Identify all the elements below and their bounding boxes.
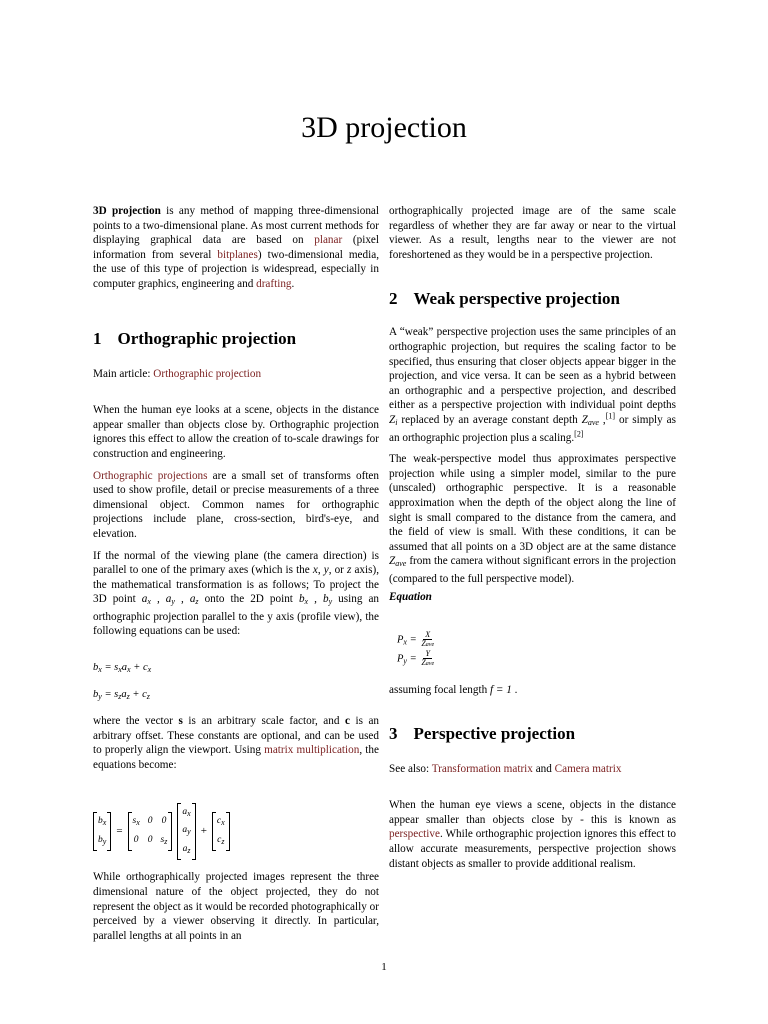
main-article-note: Main article: Orthographic projection <box>93 367 262 380</box>
section-2-heading: 2 Weak perspective projection <box>389 289 620 309</box>
continuation-paragraph: orthographically projected image are of the same scale regardless of whether they are far away or near to the virtual viewer. As a result, lengths near to the viewer are not foreshortened as they would be in a perspective projection. <box>389 205 676 261</box>
camera-matrix-link[interactable]: Camera matrix <box>554 762 622 775</box>
section-3-paragraph-1: When the human eye views a scene, objects in the distance appear smaller than objects close by - this is known as perspective. While orthographic projection ignores this effect to allow accurate measurements, perspective projection shows distant objects as smaller to provide additional realism. <box>389 799 676 870</box>
section-2-paragraph-1: A “weak” perspective projection uses the same principles of an orthographic projection, but requires the scaling factor to be specified, thus ensuring that closer objects appear bigger in the projection, and vice versa. It can be seen as a hybrid between an orthographic and a perspective projection, and described either as a perspective projection with individual point depths $Z_i$ replaced by an average constant depth $Z_{ave}$ ,[1] or simply as an orthographic projection plus a scaling.[2] <box>389 326 676 444</box>
right-column <box>389 204 676 878</box>
page-number: 1 <box>381 961 387 973</box>
left-column <box>93 204 379 950</box>
equation-px: $P_x$ = $\frac{X}{\text{Zave}}$ <box>397 630 435 649</box>
intro-term: 3D projection <box>93 205 161 217</box>
orthographic-projections-link[interactable]: Orthographic projections <box>93 469 208 482</box>
section-1-paragraph-4: where the vector s is an arbitrary scale factor, and c is an arbitrary offset. These constants are optional, and can be used to properly align the viewport. Using matrix multiplication, the equations become: <box>93 715 380 772</box>
planar-link[interactable]: planar <box>314 234 343 247</box>
drafting-link[interactable]: drafting <box>256 277 292 290</box>
section-1-heading: 1 Orthographic projection <box>93 328 297 348</box>
transformation-matrix-link[interactable]: Transformation matrix <box>431 762 533 775</box>
section-1-paragraph-3: If the normal of the viewing plane (the camera direction) is parallel to one of the primary axes (which is the x, y, or z axis), the mathematical transformation is as follows; To project the 3D point $a_x$ , $a_y$ , $a_z$ onto the 2D point $b_x$ , $b_y$ using an orthographic projection parallel to the y axis (profile view), the following equations can be used: <box>93 549 380 638</box>
equation-by: $b_y = s_za_z + c_z$ <box>93 688 150 701</box>
section-1-paragraph-1: When the human eye looks at a scene, objects in the distance appear smaller than objects close by. Orthographic projection ignores this effect to allow the creation of to-scale drawings for construction and engineering. <box>93 404 379 460</box>
focal-length-note: assuming focal length f = 1 . <box>389 684 518 697</box>
section-2-paragraph-2: The weak-perspective model thus approximates perspective projection while using a simpler model, similar to the pure (unscaled) orthographic perspective. It is a reasonable approximation when the depth of the object along the line of sight is small compared to the distance from the camera, and the field of view is small. With these conditions, it can be assumed that all points on a 3D object are at the same distance $Z_{ave}$ from the camera without significant errors in the projection (compared to the full perspective model). <box>389 453 676 585</box>
matrix-multiplication-link[interactable]: matrix multiplication <box>264 744 360 757</box>
equation-label: Equation <box>389 591 432 604</box>
equation-py: $P_y$ = $\frac{Y}{\text{Zave}}$ <box>397 649 435 668</box>
section-3-heading: 3 Perspective projection <box>389 723 576 743</box>
reference-2-link[interactable]: [2] <box>574 428 584 438</box>
orthographic-projection-link[interactable]: Orthographic projection <box>153 367 262 380</box>
section-1-paragraph-2: Orthographic projections are a small set of transforms often used to show profile, detail or precise measurements of a three dimensional object. Common names for orthographic projections include plane, cross-section, bird's-eye, and elevation. <box>93 469 379 540</box>
intro-paragraph: 3D projection is any method of mapping three-dimensional points to a two-dimensional plane. As most current methods for displaying graphical data are based on planar (pixel information from several bitplanes) two-dimensional media, the use of this type of projection is widespread, especially in computer graphics, engineering and drafting. <box>93 205 379 290</box>
reference-1-link[interactable]: [1] <box>605 411 616 421</box>
see-also-note: See also: Transformation matrix and Camera matrix <box>389 762 622 775</box>
bitplanes-link[interactable]: bitplanes <box>217 248 258 261</box>
perspective-link[interactable]: perspective <box>389 828 440 841</box>
page-title: 3D projection <box>301 111 467 144</box>
equation-bx: $b_x = s_xa_x + c_x$ <box>93 662 152 675</box>
matrix-equation: $b_x$ $b_y$ = $s_x$ 0 0 0 0 $s_z$ $a_x$ $a_y$ $a_z$ + $c_x$ $c_z$ <box>93 803 379 861</box>
section-1-paragraph-5: While orthographically projected images represent the three dimensional nature of the object projected, they do not represent the object as it would be recorded photographically or perceived by a viewer observing it directly. In particular, parallel lengths at all points in an <box>93 871 379 942</box>
